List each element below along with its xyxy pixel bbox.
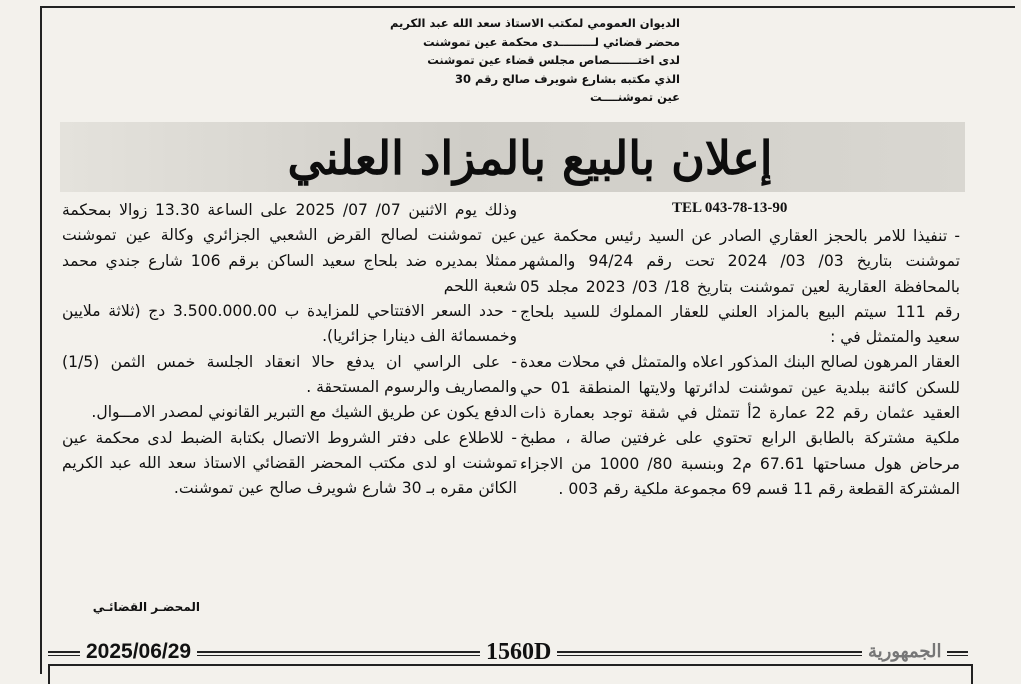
next-ad-frame: [48, 664, 973, 684]
page-title: إعلان بالبيع بالمزاد العلني: [287, 131, 773, 185]
paragraph: العقار المرهون لصالح البنك المذكور اعلاه والمتمثل في محلات معدة للسكن كائنة ببلدية عين تموشنت لدائرتها ولايتها المنطقة 01 حي العقيد عثمان رقم 22 عمارة 2أ تتمثل في شقة توجد بعمارة ذات ملكية مشتركة بالطابق الرابع تحتوي على غرفتين صالة ، مطبخ مرحاض هول مساحتها 67.61 م2 وبنسبة 80/ 1000 من الاجزاء المشتركة القطعة رقم 11 قسم 69 مجموعة ملكية رقم 003 .: [520, 353, 961, 498]
paragraph: - حدد السعر الافتتاحي للمزايدة ب 3.500.000.00 دج (ثلاثة ملايين وخمسمائة الف دينارا جزائريا).: [62, 302, 517, 346]
phone-number: TEL 043-78-13-90: [672, 200, 788, 216]
newspaper-logo: الجمهورية: [862, 638, 947, 666]
header-line: لدى اختـــــــصاص مجلس قضاء عين تموشنت: [427, 53, 680, 68]
paragraph: - للاطلاع على دفتر الشروط الاتصال بكتابة الضبط لدى محكمة عين تموشنت او لدى مكتب المحضر القضائي الاستاذ سعد الله عبد الكريم الكائن مقره بـ 30 شارع شويرف صالح عين تموشنت.: [62, 428, 517, 498]
paragraph: الدفع يكون عن طريق الشيك مع التبرير القانوني لمصدر الامـــوال.: [91, 403, 517, 422]
left-column: [62, 198, 517, 502]
publication-date: 2025/06/29: [80, 638, 197, 666]
header-line: الديوان العمومي لمكتب الاستاذ سعد الله عبد الكريم: [390, 16, 680, 30]
header-line: الذي مكتبه بشارع شويرف صالح رقم 30: [454, 71, 680, 86]
header-line: عين تموشنــــت: [589, 90, 680, 105]
signature-label: المحضـر القضائـي: [92, 600, 200, 614]
ad-reference-code: 1560D: [480, 638, 557, 666]
header-line: محضر قضائي لـــــــــدى محكمة عين تموشنت: [422, 34, 680, 49]
paragraph: وذلك يوم الاثنين 07/ 07/ 2025 على الساعة 13.30 زوالا بمحكمة عين تموشنت لصالح القرض الشعبي الجزائري وكالة عين تموشنت ممثلا بمديره ضد بلحاج سعيد الساكن برقم 106 شارع جندي محمد شعبة اللحم: [62, 201, 517, 295]
right-column: [520, 224, 960, 502]
paragraph: - تنفيذا للامر بالحجز العقاري الصادر عن السيد رئيس محكمة عين تموشنت بتاريخ 03/ 03/ 2024 تحت رقم 94/24 والمشهر بالمحافظة العقارية لعين تموشنت بتاريخ 18/ 03/ 2023 مجلد 05 رقم 111 سيتم البيع بالمزاد العلني للعقار المملوك للسيد بلحاج سعيد والمتمثل في :: [520, 227, 961, 347]
paragraph: - على الراسي ان يدفع حالا انعقاد الجلسة خمس الثمن (1/5) والمصاريف والرسوم المستحقة .: [62, 352, 517, 397]
office-header: [300, 14, 680, 107]
